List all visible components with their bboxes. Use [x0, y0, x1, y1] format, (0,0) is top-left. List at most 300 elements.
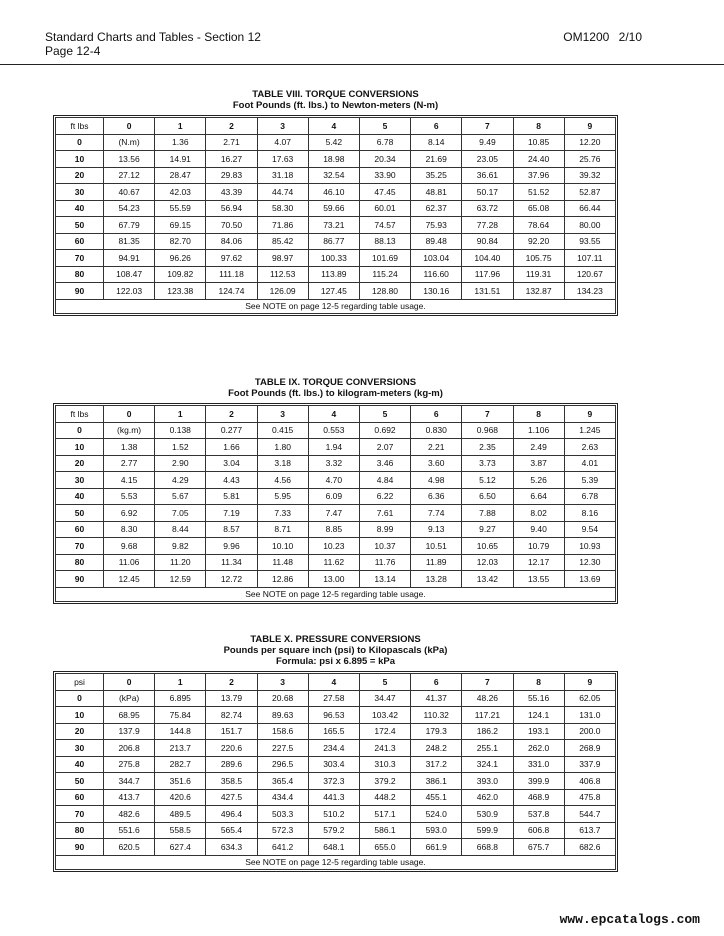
table-cell: 648.1 — [308, 839, 359, 856]
table-cell: 455.1 — [411, 789, 462, 806]
table-cell: 4.84 — [359, 472, 410, 489]
table-cell: 110.32 — [411, 707, 462, 724]
table-cell: 289.6 — [206, 756, 257, 773]
conversion-table — [55, 673, 616, 870]
note-row — [56, 587, 616, 601]
table-cell: 186.2 — [462, 723, 513, 740]
table-subtitle: Foot Pounds (ft. lbs.) to kilogram-meters (kg-m) — [228, 388, 443, 399]
table-cell: 8.85 — [308, 521, 359, 538]
row-header: 20 — [56, 167, 104, 184]
table-cell: 200.0 — [564, 723, 615, 740]
row-header: 70 — [56, 806, 104, 823]
header-divider — [0, 64, 724, 65]
table-cell: 599.9 — [462, 822, 513, 839]
table-row — [56, 217, 616, 234]
row-header: 80 — [56, 822, 104, 839]
document-id — [563, 30, 642, 44]
torque-nm-table-block — [53, 89, 618, 316]
table-cell: 3.46 — [359, 455, 410, 472]
table-cell: 11.20 — [155, 554, 206, 571]
table-cell: 16.27 — [206, 151, 257, 168]
column-header: 6 — [411, 118, 462, 135]
table-cell: 165.5 — [308, 723, 359, 740]
table-cell: 66.44 — [564, 200, 615, 217]
table-cell: 9.54 — [564, 521, 615, 538]
table-row — [56, 690, 616, 707]
page-number: Page 12-4 — [45, 44, 101, 58]
column-header: 7 — [462, 406, 513, 423]
column-header: 8 — [513, 674, 564, 691]
table-cell: 12.30 — [564, 554, 615, 571]
table-row — [56, 773, 616, 790]
table-cell: 3.18 — [257, 455, 308, 472]
conversion-table — [55, 117, 616, 314]
table-cell: 63.72 — [462, 200, 513, 217]
table-cell: 5.26 — [513, 472, 564, 489]
column-header: 1 — [155, 406, 206, 423]
row-header: 50 — [56, 217, 104, 234]
table-cell: 9.27 — [462, 521, 513, 538]
table-cell: 107.11 — [564, 250, 615, 267]
table-cell: 420.6 — [155, 789, 206, 806]
table-cell: 144.8 — [155, 723, 206, 740]
table-cell: 93.55 — [564, 233, 615, 250]
table-cell: 98.97 — [257, 250, 308, 267]
table-cell: 7.47 — [308, 505, 359, 522]
table-cell: 4.07 — [257, 134, 308, 151]
table-cell: 10.85 — [513, 134, 564, 151]
table-cell: 0.277 — [206, 422, 257, 439]
table-cell: 131.51 — [462, 283, 513, 300]
table-cell: 6.09 — [308, 488, 359, 505]
table-heading — [53, 377, 618, 399]
table-cell: 108.47 — [104, 266, 155, 283]
table-cell: 40.67 — [104, 184, 155, 201]
table-cell: 84.06 — [206, 233, 257, 250]
page-header — [45, 30, 261, 58]
column-header: 4 — [308, 118, 359, 135]
table-cell: 100.33 — [308, 250, 359, 267]
table-cell: 11.48 — [257, 554, 308, 571]
table-cell: 7.88 — [462, 505, 513, 522]
table-cell: 151.7 — [206, 723, 257, 740]
table-row — [56, 723, 616, 740]
column-header: 4 — [308, 674, 359, 691]
table-cell: 8.99 — [359, 521, 410, 538]
table-cell: 1.80 — [257, 439, 308, 456]
table-row — [56, 134, 616, 151]
table-cell: 28.47 — [155, 167, 206, 184]
table-cell: 7.05 — [155, 505, 206, 522]
table-cell: 406.8 — [564, 773, 615, 790]
table-formula: Formula: psi x 6.895 = kPa — [275, 656, 396, 667]
table-title: TABLE VIII. TORQUE CONVERSIONS — [252, 89, 419, 100]
column-header-row — [56, 674, 616, 691]
table-row — [56, 283, 616, 300]
table-cell: 9.40 — [513, 521, 564, 538]
table-cell: 124.74 — [206, 283, 257, 300]
row-header: 60 — [56, 233, 104, 250]
table-cell: 1.106 — [513, 422, 564, 439]
table-cell: 131.0 — [564, 707, 615, 724]
table-cell: 10.10 — [257, 538, 308, 555]
table-cell: 634.3 — [206, 839, 257, 856]
table-cell: 6.64 — [513, 488, 564, 505]
table-cell: 23.05 — [462, 151, 513, 168]
conversion-table — [55, 405, 616, 602]
table-cell: 282.7 — [155, 756, 206, 773]
table-cell: 7.61 — [359, 505, 410, 522]
table-row — [56, 839, 616, 856]
column-header: 7 — [462, 674, 513, 691]
table-cell: 8.57 — [206, 521, 257, 538]
table-row — [56, 439, 616, 456]
table-cell: 54.23 — [104, 200, 155, 217]
table-cell: 112.53 — [257, 266, 308, 283]
table-row — [56, 822, 616, 839]
table-subtitle: Pounds per square inch (psi) to Kilopascals (kPa) — [223, 645, 448, 656]
table-cell: 365.4 — [257, 773, 308, 790]
column-header: 2 — [206, 674, 257, 691]
table-cell: 24.40 — [513, 151, 564, 168]
table-cell: 120.67 — [564, 266, 615, 283]
table-cell: 69.15 — [155, 217, 206, 234]
table-cell: 544.7 — [564, 806, 615, 823]
table-row — [56, 250, 616, 267]
table-cell: 10.37 — [359, 538, 410, 555]
table-cell: 88.13 — [359, 233, 410, 250]
table-cell: 21.69 — [411, 151, 462, 168]
table-cell: 475.8 — [564, 789, 615, 806]
table-cell: 5.67 — [155, 488, 206, 505]
table-cell: 58.30 — [257, 200, 308, 217]
column-header: 9 — [564, 406, 615, 423]
row-header: 10 — [56, 707, 104, 724]
table-cell: 18.98 — [308, 151, 359, 168]
row-header: 70 — [56, 250, 104, 267]
doc-code: OM1200 — [563, 30, 610, 44]
table-cell: 1.52 — [155, 439, 206, 456]
table-cell: 7.33 — [257, 505, 308, 522]
table-cell: 0.830 — [411, 422, 462, 439]
table-cell: 70.50 — [206, 217, 257, 234]
table-row — [56, 151, 616, 168]
table-row — [56, 167, 616, 184]
corner-label: psi — [56, 674, 104, 691]
table-cell: 55.16 — [513, 690, 564, 707]
table-cell: 227.5 — [257, 740, 308, 757]
table-cell: 116.60 — [411, 266, 462, 283]
table-cell: 134.23 — [564, 283, 615, 300]
table-cell: 482.6 — [104, 806, 155, 823]
table-cell: 92.20 — [513, 233, 564, 250]
table-cell: 12.86 — [257, 571, 308, 588]
table-cell: 132.87 — [513, 283, 564, 300]
table-cell: 117.96 — [462, 266, 513, 283]
table-cell: 6.895 — [155, 690, 206, 707]
table-cell: 86.77 — [308, 233, 359, 250]
table-cell: 115.24 — [359, 266, 410, 283]
column-header: 0 — [104, 406, 155, 423]
table-cell: 8.44 — [155, 521, 206, 538]
table-cell: 67.79 — [104, 217, 155, 234]
table-cell: 117.21 — [462, 707, 513, 724]
table-row — [56, 538, 616, 555]
table-cell: 172.4 — [359, 723, 410, 740]
table-row — [56, 422, 616, 439]
table-cell: 6.22 — [359, 488, 410, 505]
table-cell: 372.3 — [308, 773, 359, 790]
watermark-link[interactable]: www.epcatalogs.com — [559, 912, 700, 927]
table-cell: 137.9 — [104, 723, 155, 740]
table-note: See NOTE on page 12-5 regarding table usage. — [56, 587, 616, 601]
column-header: 5 — [359, 674, 410, 691]
table-cell: 8.16 — [564, 505, 615, 522]
table-cell: 12.17 — [513, 554, 564, 571]
table-cell: 74.57 — [359, 217, 410, 234]
table-cell: 468.9 — [513, 789, 564, 806]
table-cell: 48.26 — [462, 690, 513, 707]
table-cell: 123.38 — [155, 283, 206, 300]
table-cell: 0.415 — [257, 422, 308, 439]
table-cell: 2.21 — [411, 439, 462, 456]
table-cell: 572.3 — [257, 822, 308, 839]
table-cell: 51.52 — [513, 184, 564, 201]
table-cell: 103.04 — [411, 250, 462, 267]
table-cell: 13.69 — [564, 571, 615, 588]
table-cell: 124.1 — [513, 707, 564, 724]
table-cell: 1.66 — [206, 439, 257, 456]
table-cell: 579.2 — [308, 822, 359, 839]
table-cell: 55.59 — [155, 200, 206, 217]
table-cell: 9.13 — [411, 521, 462, 538]
column-header: 0 — [104, 674, 155, 691]
table-cell: 158.6 — [257, 723, 308, 740]
table-cell: 620.5 — [104, 839, 155, 856]
row-header: 0 — [56, 690, 104, 707]
table-cell: 12.72 — [206, 571, 257, 588]
table-cell: 11.76 — [359, 554, 410, 571]
table-cell: 7.74 — [411, 505, 462, 522]
table-cell: 78.64 — [513, 217, 564, 234]
table-cell: 89.48 — [411, 233, 462, 250]
table-subtitle: Foot Pounds (ft. lbs.) to Newton-meters (N-m) — [232, 100, 439, 111]
table-cell: 20.68 — [257, 690, 308, 707]
row-header: 50 — [56, 505, 104, 522]
table-cell: 268.9 — [564, 740, 615, 757]
row-header: 80 — [56, 266, 104, 283]
row-header: 90 — [56, 839, 104, 856]
table-cell: 2.63 — [564, 439, 615, 456]
table-cell: 13.55 — [513, 571, 564, 588]
table-cell: (kPa) — [104, 690, 155, 707]
table-cell: 5.12 — [462, 472, 513, 489]
table-cell: 11.89 — [411, 554, 462, 571]
table-cell: 65.08 — [513, 200, 564, 217]
table-cell: 126.09 — [257, 283, 308, 300]
corner-label: ft lbs — [56, 118, 104, 135]
table-row — [56, 806, 616, 823]
row-header: 80 — [56, 554, 104, 571]
column-header: 5 — [359, 406, 410, 423]
table-cell: 655.0 — [359, 839, 410, 856]
table-row — [56, 521, 616, 538]
table-cell: 386.1 — [411, 773, 462, 790]
table-cell: 13.79 — [206, 690, 257, 707]
table-cell: 4.70 — [308, 472, 359, 489]
row-header: 90 — [56, 571, 104, 588]
table-cell: 96.26 — [155, 250, 206, 267]
table-cell: 29.83 — [206, 167, 257, 184]
table-cell: 127.45 — [308, 283, 359, 300]
table-row — [56, 472, 616, 489]
table-cell: 73.21 — [308, 217, 359, 234]
table-cell: 1.38 — [104, 439, 155, 456]
row-header: 40 — [56, 200, 104, 217]
table-cell: 6.36 — [411, 488, 462, 505]
table-cell: 8.30 — [104, 521, 155, 538]
table-cell: 5.39 — [564, 472, 615, 489]
table-cell: 128.80 — [359, 283, 410, 300]
table-cell: 13.56 — [104, 151, 155, 168]
table-cell: 11.06 — [104, 554, 155, 571]
table-cell: 101.69 — [359, 250, 410, 267]
row-header: 10 — [56, 151, 104, 168]
table-cell: 1.36 — [155, 134, 206, 151]
table-cell: 12.45 — [104, 571, 155, 588]
note-row — [56, 855, 616, 869]
table-frame — [53, 115, 618, 316]
row-header: 70 — [56, 538, 104, 555]
note-row — [56, 299, 616, 313]
table-cell: 9.82 — [155, 538, 206, 555]
row-header: 20 — [56, 455, 104, 472]
table-cell: 1.94 — [308, 439, 359, 456]
table-cell: 17.63 — [257, 151, 308, 168]
table-cell: 510.2 — [308, 806, 359, 823]
table-cell: 50.17 — [462, 184, 513, 201]
table-cell: 2.49 — [513, 439, 564, 456]
table-cell: 8.02 — [513, 505, 564, 522]
table-cell: 551.6 — [104, 822, 155, 839]
table-cell: 399.9 — [513, 773, 564, 790]
table-cell: 8.14 — [411, 134, 462, 151]
table-title: TABLE X. PRESSURE CONVERSIONS — [250, 634, 421, 645]
table-cell: 97.62 — [206, 250, 257, 267]
table-cell: 6.92 — [104, 505, 155, 522]
table-cell: 379.2 — [359, 773, 410, 790]
table-cell: 0.553 — [308, 422, 359, 439]
table-cell: 75.93 — [411, 217, 462, 234]
table-cell: 85.42 — [257, 233, 308, 250]
table-cell: 32.54 — [308, 167, 359, 184]
table-cell: 12.03 — [462, 554, 513, 571]
table-cell: 9.49 — [462, 134, 513, 151]
column-header: 3 — [257, 118, 308, 135]
column-header: 1 — [155, 674, 206, 691]
table-row — [56, 266, 616, 283]
table-cell: 103.42 — [359, 707, 410, 724]
table-cell: 105.75 — [513, 250, 564, 267]
table-cell: 5.53 — [104, 488, 155, 505]
table-cell: 111.18 — [206, 266, 257, 283]
table-cell: 11.62 — [308, 554, 359, 571]
column-header: 5 — [359, 118, 410, 135]
table-cell: 337.9 — [564, 756, 615, 773]
table-cell: 10.79 — [513, 538, 564, 555]
table-cell: 89.63 — [257, 707, 308, 724]
table-cell: 113.89 — [308, 266, 359, 283]
table-cell: 75.84 — [155, 707, 206, 724]
table-cell: 517.1 — [359, 806, 410, 823]
table-cell: 248.2 — [411, 740, 462, 757]
table-cell: 3.04 — [206, 455, 257, 472]
table-cell: 81.35 — [104, 233, 155, 250]
table-cell: 7.19 — [206, 505, 257, 522]
table-cell: 6.50 — [462, 488, 513, 505]
table-row — [56, 554, 616, 571]
table-cell: 130.16 — [411, 283, 462, 300]
table-cell: 193.1 — [513, 723, 564, 740]
table-cell: 10.93 — [564, 538, 615, 555]
table-cell: 310.3 — [359, 756, 410, 773]
table-cell: 5.42 — [308, 134, 359, 151]
column-header-row — [56, 118, 616, 135]
table-cell: 96.53 — [308, 707, 359, 724]
table-row — [56, 200, 616, 217]
table-cell: 62.37 — [411, 200, 462, 217]
table-cell: 10.23 — [308, 538, 359, 555]
column-header: 9 — [564, 674, 615, 691]
column-header: 6 — [411, 406, 462, 423]
table-cell: 2.71 — [206, 134, 257, 151]
table-cell: 94.91 — [104, 250, 155, 267]
row-header: 40 — [56, 488, 104, 505]
corner-label: ft lbs — [56, 406, 104, 423]
table-cell: 668.8 — [462, 839, 513, 856]
section-title: Standard Charts and Tables - Section 12 — [45, 30, 261, 44]
table-note: See NOTE on page 12-5 regarding table usage. — [56, 299, 616, 313]
table-cell: 47.45 — [359, 184, 410, 201]
table-cell: 13.42 — [462, 571, 513, 588]
table-cell: 27.58 — [308, 690, 359, 707]
table-cell: 2.77 — [104, 455, 155, 472]
row-header: 30 — [56, 472, 104, 489]
table-cell: 317.2 — [411, 756, 462, 773]
table-cell: 255.1 — [462, 740, 513, 757]
row-header: 0 — [56, 422, 104, 439]
table-cell: 503.3 — [257, 806, 308, 823]
table-cell: 179.3 — [411, 723, 462, 740]
table-cell: 2.35 — [462, 439, 513, 456]
table-row — [56, 789, 616, 806]
doc-revision: 2/10 — [618, 30, 642, 44]
table-cell: 20.34 — [359, 151, 410, 168]
table-cell: 62.05 — [564, 690, 615, 707]
table-cell: 489.5 — [155, 806, 206, 823]
row-header: 10 — [56, 439, 104, 456]
table-cell: 33.90 — [359, 167, 410, 184]
table-cell: 627.4 — [155, 839, 206, 856]
table-cell: 13.28 — [411, 571, 462, 588]
column-header: 8 — [513, 118, 564, 135]
table-cell: 12.59 — [155, 571, 206, 588]
table-cell: 2.07 — [359, 439, 410, 456]
table-cell: 4.29 — [155, 472, 206, 489]
table-row — [56, 233, 616, 250]
table-cell: 11.34 — [206, 554, 257, 571]
column-header: 4 — [308, 406, 359, 423]
